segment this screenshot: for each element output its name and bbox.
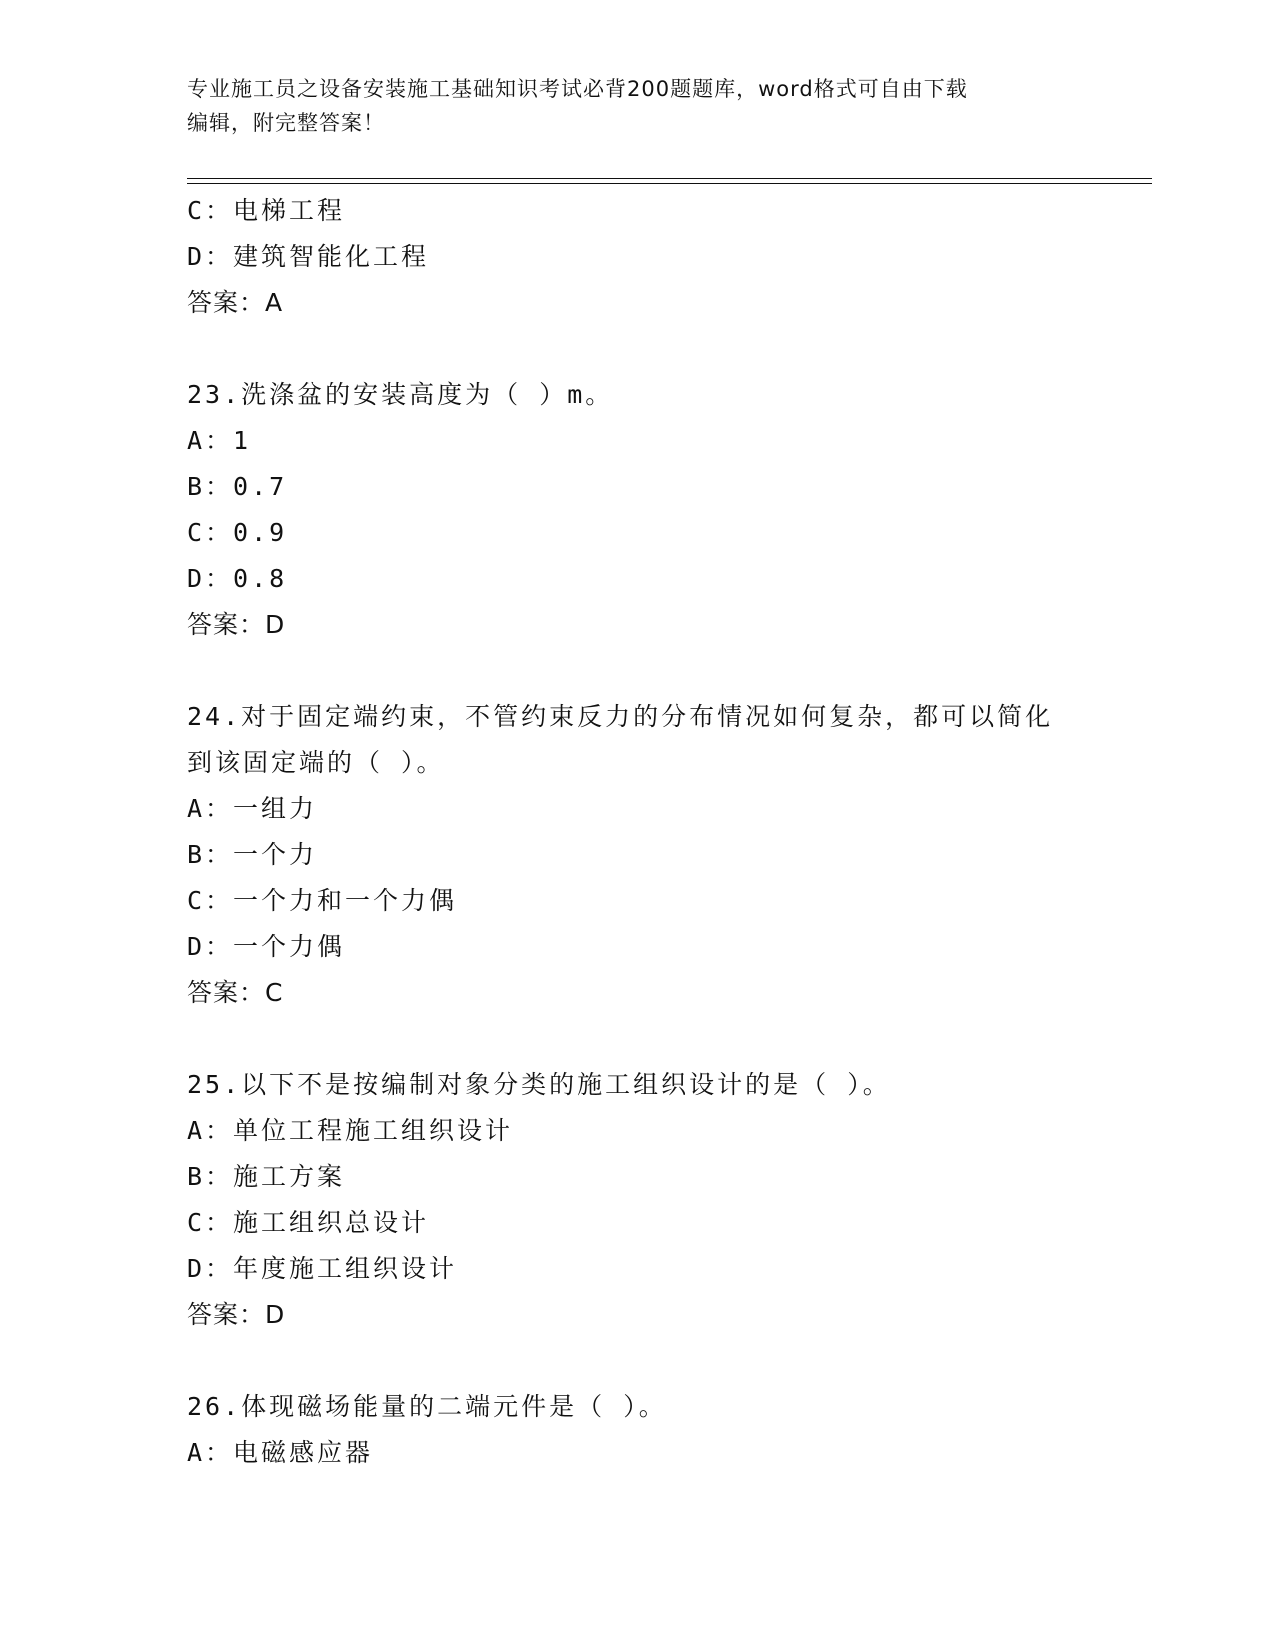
question-23 — [187, 372, 1107, 648]
option-d: D：建筑智能化工程 — [187, 242, 430, 271]
question-stem-line-2: 到该固定端的（ ）。 — [187, 748, 445, 777]
option-d: D：一个力偶 — [187, 932, 346, 961]
option-c: C：施工组织总设计 — [187, 1208, 430, 1237]
option-b: B：一个力 — [187, 840, 318, 869]
answer-label: 答案：D — [187, 610, 286, 639]
answer-label: 答案：D — [187, 1300, 286, 1329]
question-25 — [187, 1062, 1107, 1338]
option-d: D：0.8 — [187, 564, 288, 593]
header-divider-bottom — [187, 183, 1152, 184]
question-stem: 25.以下不是按编制对象分类的施工组织设计的是（ ）。 — [187, 1070, 891, 1099]
answer-label: 答案：C — [187, 978, 284, 1007]
spacer — [187, 1338, 1107, 1384]
answer-label: 答案：A — [187, 288, 284, 317]
spacer — [187, 326, 1107, 372]
question-list — [187, 188, 1107, 1476]
document-header — [187, 72, 1087, 140]
question-24 — [187, 694, 1107, 1016]
question-stem: 23.洗涤盆的安装高度为（ ）m。 — [187, 380, 614, 409]
header-title-line-2: 编辑，附完整答案！ — [187, 111, 385, 135]
spacer — [187, 648, 1107, 694]
option-b: B：施工方案 — [187, 1162, 346, 1191]
option-a: A：单位工程施工组织设计 — [187, 1116, 514, 1145]
spacer — [187, 1016, 1107, 1062]
question-stem-line-1: 24.对于固定端约束，不管约束反力的分布情况如何复杂，都可以简化 — [187, 702, 1054, 731]
option-a: A：1 — [187, 426, 252, 455]
question-22-continued — [187, 188, 1107, 326]
header-title-line-1: 专业施工员之设备安装施工基础知识考试必背200题题库，word格式可自由下载 — [187, 77, 968, 101]
option-c: C：0.9 — [187, 518, 288, 547]
option-a: A：一组力 — [187, 794, 318, 823]
option-c: C：一个力和一个力偶 — [187, 886, 458, 915]
option-d: D：年度施工组织设计 — [187, 1254, 458, 1283]
question-stem: 26.体现磁场能量的二端元件是（ ）。 — [187, 1392, 667, 1421]
header-divider-top — [187, 178, 1152, 179]
option-a: A：电磁感应器 — [187, 1438, 374, 1467]
option-c: C：电梯工程 — [187, 196, 346, 225]
question-26 — [187, 1384, 1107, 1476]
option-b: B：0.7 — [187, 472, 288, 501]
